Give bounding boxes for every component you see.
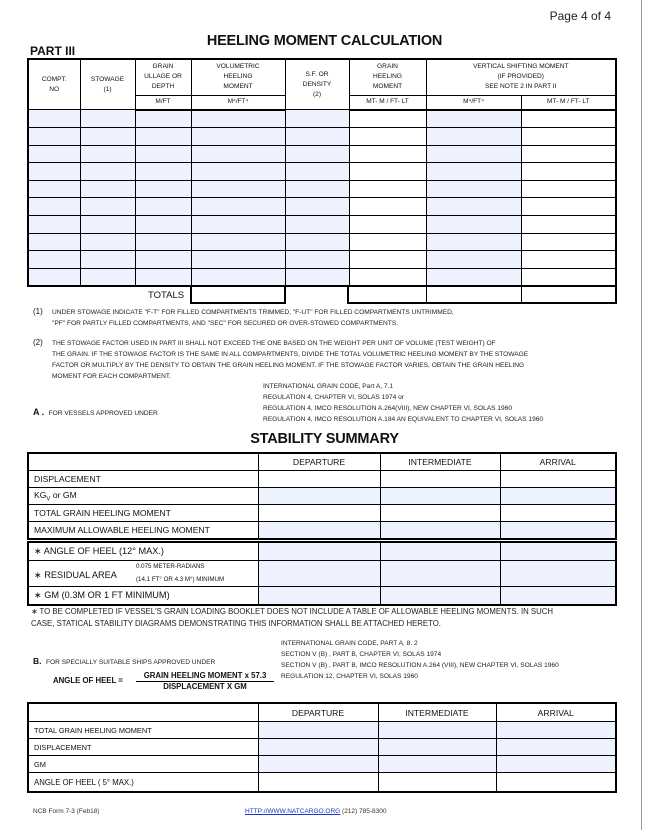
displacement-arrival[interactable] xyxy=(500,471,616,488)
unit-vsm-m4: M⁴/FT⁴ xyxy=(426,95,521,110)
vsm-mt-field[interactable] xyxy=(521,268,616,286)
residual-departure[interactable] xyxy=(258,561,380,587)
total-vsm-m4-field[interactable] xyxy=(427,285,522,302)
grain-heeling-field[interactable] xyxy=(349,233,426,251)
angle-gm-departure[interactable] xyxy=(258,756,378,773)
angle-formula: GRAIN HEELING MOMENT x 57.3 DISPLACEMENT X GM xyxy=(136,671,274,692)
row-kgv-gm: $KG_V$ or GM xyxy=(28,488,258,505)
compt-field[interactable] xyxy=(28,233,80,251)
angle-table-corner xyxy=(28,703,258,722)
gm-intermediate[interactable] xyxy=(380,587,500,606)
angle-intermediate[interactable] xyxy=(380,542,500,561)
row-angle-of-heel: ∗ ANGLE OF HEEL (12° MAX.) xyxy=(28,542,258,561)
sf-field[interactable] xyxy=(285,163,349,181)
section-a-refs: INTERNATIONAL GRAIN CODE, Part A, 7.1 REGULATION 4, CHAPTER VI, SOLAS 1974 or REGULATION 4, IMCO RESOLUTION A.264(VIII), NEW CHAPTER VI, SOLAS 1960 REGULATION 4, IMCO RESOLUTION A.184 AN EQUIVALENT TO CHAPTER VI, SOLAS 1960 xyxy=(263,383,544,423)
page-edge xyxy=(641,0,642,830)
unit-m4-ft4: M⁴/FT⁴ xyxy=(191,95,285,110)
grain-heeling-field[interactable] xyxy=(349,163,426,181)
grain-heeling-field[interactable] xyxy=(349,110,426,128)
table-row xyxy=(28,128,616,146)
form-number: NCB Form 7-3 (Feb18) xyxy=(33,808,100,815)
note-2: THE STOWAGE FACTOR USED IN PART III SHALL NOT EXCEED THE ONE BASED ON THE WEIGHT PER UNIT OF VOLUME (TEST WEIGHT) OF THE GRAIN. IF THE STOWAGE FACTOR IS THE SAME IN ALL COMPARTMENTS, DIVIDE THE TOTAL VOLUMETRIC HEELING MOMENT BY THE STOWAGE FACTOR OR MULTIPLY BY THE DENSITY TO OBTAIN THE GRAIN HEELING MOMENT. IF THE STOWAGE FACTOR VARIES, OBTAIN THE GRAIN HEELING MOMENT FOR EACH COMPARTMENT. xyxy=(52,340,529,380)
stowage-field[interactable] xyxy=(80,180,135,198)
row-total-grain-heeling: TOTAL GRAIN HEELING MOMENT xyxy=(28,505,258,522)
maxhm-arrival[interactable] xyxy=(500,522,616,540)
ullage-field[interactable] xyxy=(135,145,191,163)
maxhm-departure[interactable] xyxy=(258,522,380,540)
heeling-moment-table xyxy=(27,58,617,287)
col-grain-heeling: GRAIN HEELING MOMENT xyxy=(349,59,426,95)
sf-field[interactable] xyxy=(285,128,349,146)
sf-field[interactable] xyxy=(285,233,349,251)
angle-tghm-arrival[interactable] xyxy=(496,722,616,739)
grain-heeling-field[interactable] xyxy=(349,268,426,286)
angle-col-departure: DEPARTURE xyxy=(258,703,378,722)
vsm-m4-field[interactable] xyxy=(426,145,521,163)
col-departure: DEPARTURE xyxy=(258,453,380,471)
tghm-arrival[interactable] xyxy=(500,505,616,522)
sf-field[interactable] xyxy=(285,110,349,128)
angle-of-heel-table xyxy=(27,702,617,793)
vsm-m4-field[interactable] xyxy=(426,233,521,251)
total-grain-heeling-field[interactable] xyxy=(349,285,427,302)
angle-result-arrival[interactable] xyxy=(496,773,616,793)
stowage-field[interactable] xyxy=(80,251,135,269)
vsm-mt-field[interactable] xyxy=(521,251,616,269)
note-2-number: (2) xyxy=(33,338,43,347)
sf-field[interactable] xyxy=(285,216,349,234)
gm-departure[interactable] xyxy=(258,587,380,606)
note-1-number: (1) xyxy=(33,307,43,316)
table-row xyxy=(28,268,616,286)
kgv-departure[interactable] xyxy=(258,488,380,505)
vsm-m4-field[interactable] xyxy=(426,110,521,128)
col-vertical-shifting: VERTICAL SHIFTING MOMENT (IF PROVIDED) SEE NOTE 2 IN PART II xyxy=(426,59,616,95)
section-b: B. FOR SPECIALLY SUITABLE SHIPS APPROVED UNDER xyxy=(33,656,216,666)
table-row xyxy=(28,163,616,181)
row-residual-area: ∗ RESIDUAL AREA 0.075 METER-RADIANS (14.1 FT° OR 4.3 M°) MINIMUM xyxy=(28,561,258,587)
grain-heeling-field[interactable] xyxy=(349,198,426,216)
ullage-field[interactable] xyxy=(135,180,191,198)
table-row xyxy=(28,110,616,128)
unit-vsm-mt-m: MT- M / FT- LT xyxy=(521,95,616,110)
vsm-m4-field[interactable] xyxy=(426,198,521,216)
col-stowage: STOWAGE (1) xyxy=(80,59,135,110)
vsm-m4-field[interactable] xyxy=(426,163,521,181)
volumetric-field[interactable] xyxy=(191,268,285,286)
footer-contact: HTTP://WWW.NATCARGO.ORG (212) 785-8300 xyxy=(245,808,387,815)
vsm-mt-field[interactable] xyxy=(521,233,616,251)
section-b-refs: INTERNATIONAL GRAIN CODE, PART A, 8. 2 SECTION V (B) , PART B, CHAPTER VI, SOLAS 1974 SECTION V (B) , PART B, IMCO RESOLUTION A.264 (VIII), NEW CHAPTER VI, SOLAS 1960 REGULATION 12, CHAPTER VI, SOLAS 1960 xyxy=(281,640,559,680)
stowage-field[interactable] xyxy=(80,163,135,181)
residual-intermediate[interactable] xyxy=(380,561,500,587)
table-row xyxy=(28,180,616,198)
angle-result-departure[interactable] xyxy=(258,773,378,793)
vsm-mt-field[interactable] xyxy=(521,110,616,128)
displacement-intermediate[interactable] xyxy=(380,471,500,488)
page-number: Page 4 of 4 xyxy=(549,9,611,23)
displacement-departure[interactable] xyxy=(258,471,380,488)
angle-gm-intermediate[interactable] xyxy=(378,756,496,773)
angle-arrival[interactable] xyxy=(500,542,616,561)
ullage-field[interactable] xyxy=(135,110,191,128)
col-intermediate: INTERMEDIATE xyxy=(380,453,500,471)
compt-field[interactable] xyxy=(28,110,80,128)
stability-summary-title: STABILITY SUMMARY xyxy=(250,431,399,447)
sf-field[interactable] xyxy=(285,198,349,216)
table-row xyxy=(28,216,616,234)
grain-heeling-field[interactable] xyxy=(349,251,426,269)
ullage-field[interactable] xyxy=(135,251,191,269)
angle-row-gm: GM xyxy=(28,756,258,773)
angle-row-angle: ANGLE OF HEEL ( 5° MAX.) xyxy=(28,773,258,793)
kgv-intermediate[interactable] xyxy=(380,488,500,505)
stowage-field[interactable] xyxy=(80,110,135,128)
sf-field[interactable] xyxy=(285,251,349,269)
compt-field[interactable] xyxy=(28,198,80,216)
vsm-mt-field[interactable] xyxy=(521,180,616,198)
table-row xyxy=(28,198,616,216)
unit-mt-m: MT- M / FT- LT xyxy=(349,95,426,110)
volumetric-field[interactable] xyxy=(191,180,285,198)
note-1: UNDER STOWAGE INDICATE "F-T" FOR FILLED COMPARTMENTS TRIMMED, "F-UT" FOR FILLED COMPARTMENTS UNTRIMMED, "PF" FOR PARTLY FILLED COMPARTMENTS, AND "SEC" FOR SECURED OR OVER-STOWED COMPARTMENTS. xyxy=(52,309,454,327)
grain-heeling-field[interactable] xyxy=(349,216,426,234)
compt-field[interactable] xyxy=(28,145,80,163)
stowage-field[interactable] xyxy=(80,128,135,146)
gm-arrival[interactable] xyxy=(500,587,616,606)
vsm-m4-field[interactable] xyxy=(426,268,521,286)
vsm-mt-field[interactable] xyxy=(521,216,616,234)
vsm-mt-field[interactable] xyxy=(521,198,616,216)
maxhm-intermediate[interactable] xyxy=(380,522,500,540)
heeling-title: HEELING MOMENT CALCULATION xyxy=(206,33,443,49)
compt-field[interactable] xyxy=(28,216,80,234)
angle-gm-arrival[interactable] xyxy=(496,756,616,773)
tghm-intermediate[interactable] xyxy=(380,505,500,522)
volumetric-field[interactable] xyxy=(191,251,285,269)
compt-field[interactable] xyxy=(28,180,80,198)
stability-footnote: ∗ TO BE COMPLETED IF VESSEL'S GRAIN LOADING BOOKLET DOES NOT INCLUDE A TABLE OF ALLOWABLE HEELING MOMENTS. IN SUCH CASE, STATICAL STABILITY DIAGRAMS DEMONSTRATING THIS INFORMATION SHALL BE ATTACHED HERETO. xyxy=(31,607,554,628)
vsm-m4-field[interactable] xyxy=(426,180,521,198)
total-volumetric-field[interactable] xyxy=(190,285,286,304)
row-displacement: DISPLACEMENT xyxy=(28,471,258,488)
ullage-field[interactable] xyxy=(135,216,191,234)
angle-disp-arrival[interactable] xyxy=(496,739,616,756)
angle-departure[interactable] xyxy=(258,542,380,561)
natcargo-link[interactable]: HTTP://WWW.NATCARGO.ORG xyxy=(245,808,341,815)
volumetric-field[interactable] xyxy=(191,145,285,163)
totals-label: TOTALS xyxy=(148,290,185,301)
stability-corner xyxy=(28,453,258,471)
stowage-field[interactable] xyxy=(80,145,135,163)
col-arrival: ARRIVAL xyxy=(500,453,616,471)
part-label: PART III xyxy=(30,44,76,58)
formula-lhs: ANGLE OF HEEL = xyxy=(53,676,123,685)
angle-col-arrival: ARRIVAL xyxy=(496,703,616,722)
kgv-arrival[interactable] xyxy=(500,488,616,505)
total-vsm-mt-field[interactable] xyxy=(522,285,615,302)
stability-star-table xyxy=(27,541,617,606)
sf-field[interactable] xyxy=(285,145,349,163)
tghm-departure[interactable] xyxy=(258,505,380,522)
col-sf-density: S.F. OR DENSITY (2) xyxy=(285,59,349,110)
angle-tghm-departure[interactable] xyxy=(258,722,378,739)
vsm-m4-field[interactable] xyxy=(426,128,521,146)
ullage-field[interactable] xyxy=(135,268,191,286)
angle-row-tghm: TOTAL GRAIN HEELING MOMENT xyxy=(28,722,258,739)
sf-field[interactable] xyxy=(285,180,349,198)
ullage-field[interactable] xyxy=(135,233,191,251)
col-grain-ullage: GRAIN ULLAGE OR DEPTH xyxy=(135,59,191,95)
col-volumetric-heeling: VOLUMETRIC HEELING MOMENT xyxy=(191,59,285,95)
compt-field[interactable] xyxy=(28,128,80,146)
table-row xyxy=(28,251,616,269)
vsm-m4-field[interactable] xyxy=(426,216,521,234)
stowage-field[interactable] xyxy=(80,216,135,234)
stowage-field[interactable] xyxy=(80,268,135,286)
angle-result-intermediate[interactable] xyxy=(378,773,496,793)
angle-col-intermediate: INTERMEDIATE xyxy=(378,703,496,722)
table-row xyxy=(28,233,616,251)
angle-row-displacement: DISPLACEMENT xyxy=(28,739,258,756)
stowage-field[interactable] xyxy=(80,233,135,251)
row-max-allowable: MAXIMUM ALLOWABLE HEELING MOMENT xyxy=(28,522,258,540)
volumetric-field[interactable] xyxy=(191,198,285,216)
vsm-m4-field[interactable] xyxy=(426,251,521,269)
section-a: A . FOR VESSELS APPROVED UNDER xyxy=(33,407,158,417)
table-row xyxy=(28,145,616,163)
vsm-mt-field[interactable] xyxy=(521,145,616,163)
unit-m-ft: M/FT xyxy=(135,95,191,110)
volumetric-field[interactable] xyxy=(191,110,285,128)
row-gm-minimum: ∗ GM (0.3M OR 1 FT MINIMUM) xyxy=(28,587,258,606)
compt-field[interactable] xyxy=(28,268,80,286)
volumetric-field[interactable] xyxy=(191,216,285,234)
ullage-field[interactable] xyxy=(135,128,191,146)
volumetric-field[interactable] xyxy=(191,233,285,251)
grain-heeling-field[interactable] xyxy=(349,180,426,198)
volumetric-field[interactable] xyxy=(191,163,285,181)
sf-field[interactable] xyxy=(285,268,349,286)
grain-heeling-field[interactable] xyxy=(349,145,426,163)
angle-tghm-intermediate[interactable] xyxy=(378,722,496,739)
vsm-mt-field[interactable] xyxy=(521,128,616,146)
stability-summary-table xyxy=(27,452,617,540)
compt-field[interactable] xyxy=(28,251,80,269)
col-compt-no: COMPT. NO xyxy=(28,59,80,110)
volumetric-field[interactable] xyxy=(191,128,285,146)
angle-disp-intermediate[interactable] xyxy=(378,739,496,756)
residual-arrival[interactable] xyxy=(500,561,616,587)
vsm-mt-field[interactable] xyxy=(521,163,616,181)
angle-disp-departure[interactable] xyxy=(258,739,378,756)
grain-heeling-field[interactable] xyxy=(349,128,426,146)
ullage-field[interactable] xyxy=(135,198,191,216)
ullage-field[interactable] xyxy=(135,163,191,181)
totals-right-group xyxy=(347,285,617,304)
stowage-field[interactable] xyxy=(80,198,135,216)
compt-field[interactable] xyxy=(28,163,80,181)
